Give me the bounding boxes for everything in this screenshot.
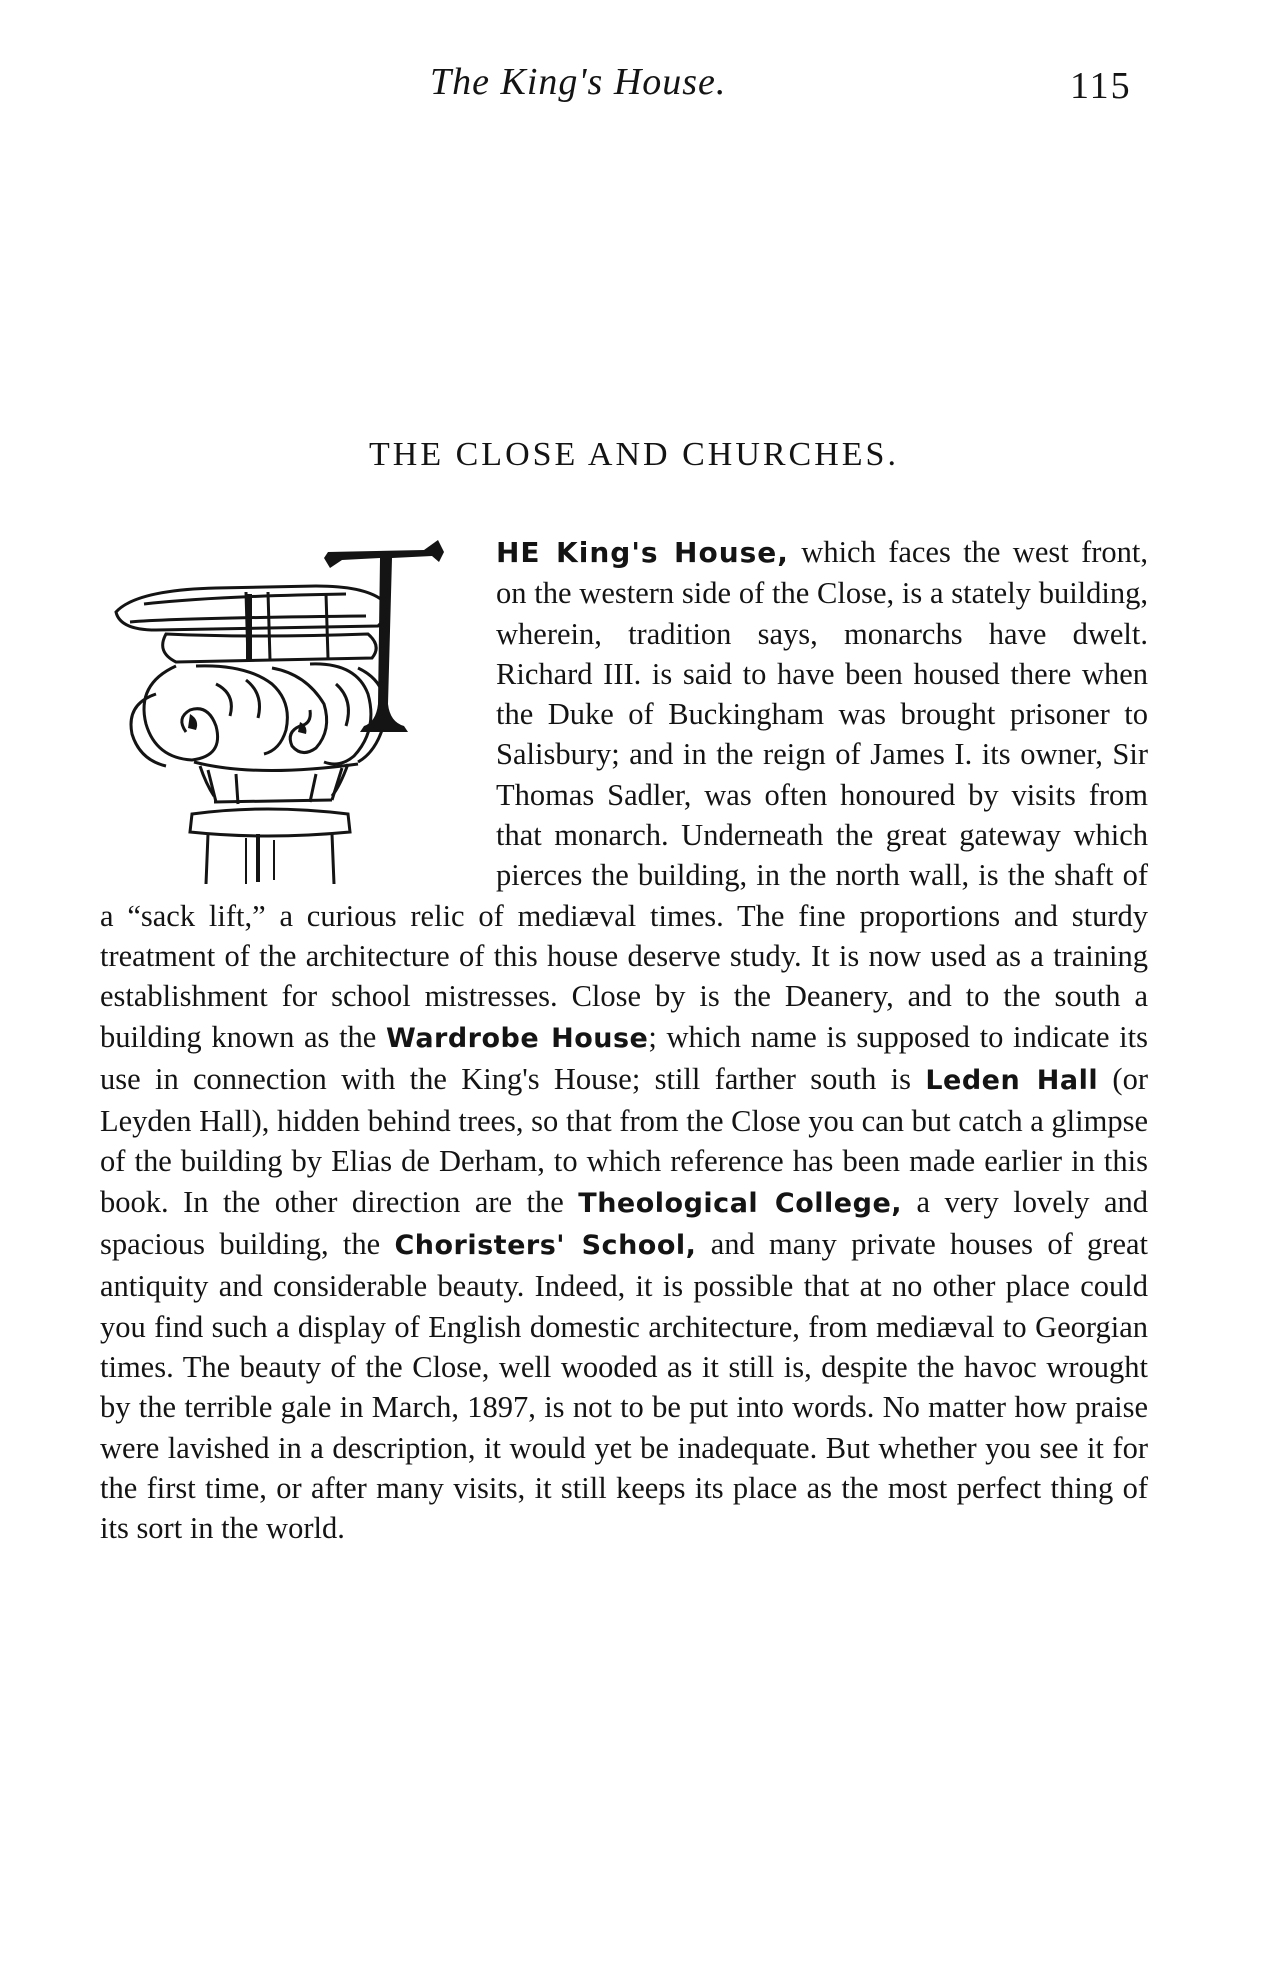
capital-shaft <box>190 800 350 884</box>
capital-foliage <box>131 664 386 804</box>
text-segment-2: ; which name is supposed to indicate its use in connection with the King's House; still farther south is <box>100 1019 1148 1096</box>
place-wardrobe-house: Wardrobe House <box>386 1022 649 1054</box>
page-number: 115 <box>1070 65 1132 107</box>
drop-cap <box>96 534 496 884</box>
place-theological-college: Theological College, <box>578 1187 903 1219</box>
opening-words: HE King's House, <box>496 536 789 569</box>
place-choristers-school: Choristers' School, <box>394 1230 697 1262</box>
text-segment-3: (or Leyden Hall), hidden behind trees, so that from the Close you can but catch a glimpse of the building by Elias de Derham, to which reference has been made earlier in this book. In the other direction are the <box>100 1061 1148 1219</box>
running-head <box>0 60 1268 120</box>
place-leden-hall: Leden Hall <box>925 1064 1099 1096</box>
column-capital-illustration <box>96 534 496 884</box>
body-text <box>96 532 1148 1548</box>
section-title: THE CLOSE AND CHURCHES. <box>369 436 899 473</box>
text-segment-5: and many private houses of great antiquity and considerable beauty. Indeed, it is possible that at no other place could you find such a display of English domestic architecture, from mediæval to Georgian times. The beauty of the Close, well wooded as it still is, despite the havoc wrought by the terrible gale in March, 1897, is not to be put into words. No matter how praise were lavished in a description, it would yet be inadequate. But whether you see it for the first time, or after many visits, it still keeps its place as the most perfect thing of its sort in the world. <box>100 1227 1148 1546</box>
drop-cap-letter-text: T <box>96 534 97 535</box>
text-segment-4: a very lovely and spacious building, the <box>100 1184 1148 1262</box>
text-segment-1: which faces the west front, on the western side of the Close, is a stately building, wherein, tradition says, monarchs have dwelt. Richard III. is said to have been housed there when the Duke of Buckingham was brought prisoner to Salisbury; and in the reign of James I. its owner, Sir Thomas Sadler, was often honoured by visits from that monarch. Underneath the great gateway which pierces the building, in the north wall, is the shaft of a “sack lift,” a curious relic of mediæval times. The fine proportions and sturdy treatment of the architecture of this house deserve study. It is now used as a training establishment for school mistresses. Close by is the Deanery, and to the south a building known as the <box>100 535 1148 1054</box>
running-title: The King's House. <box>430 61 727 103</box>
